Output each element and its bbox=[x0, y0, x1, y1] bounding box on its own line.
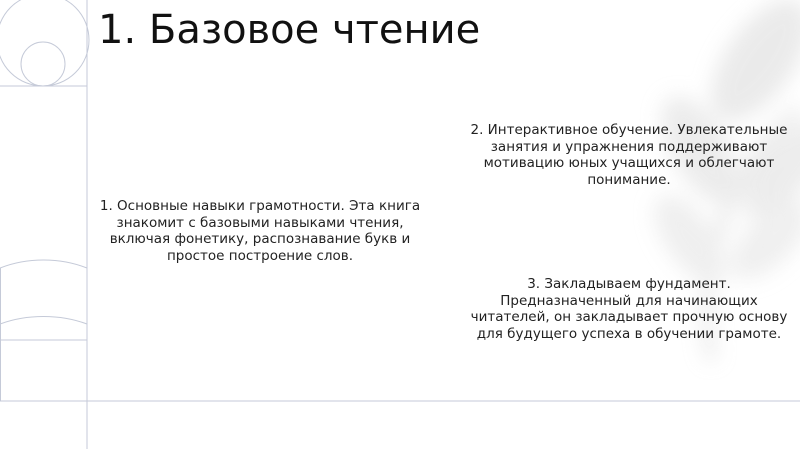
text-block-literacy: 1. Основные навыки грамотности. Эта книга знакомит с базовыми навыками чтения, включая фонетику, распознавание букв и простое построение слов. bbox=[99, 198, 421, 264]
text-block-interactive: 2. Интерактивное обучение. Увлекательные занятия и упражнения поддерживают мотивацию юных учащихся и облегчают понимание. bbox=[470, 122, 788, 188]
large-circle bbox=[0, 0, 89, 86]
arch-upper bbox=[0, 260, 87, 268]
small-circle bbox=[21, 42, 65, 86]
arch-lower bbox=[0, 316, 87, 324]
text-block-foundation: 3. Закладываем фундамент. Предназначенный для начинающих читателей, он закладывает прочную основу для будущего успеха в обучении грамоте. bbox=[470, 276, 788, 342]
slide-title: 1. Базовое чтение bbox=[98, 7, 481, 53]
